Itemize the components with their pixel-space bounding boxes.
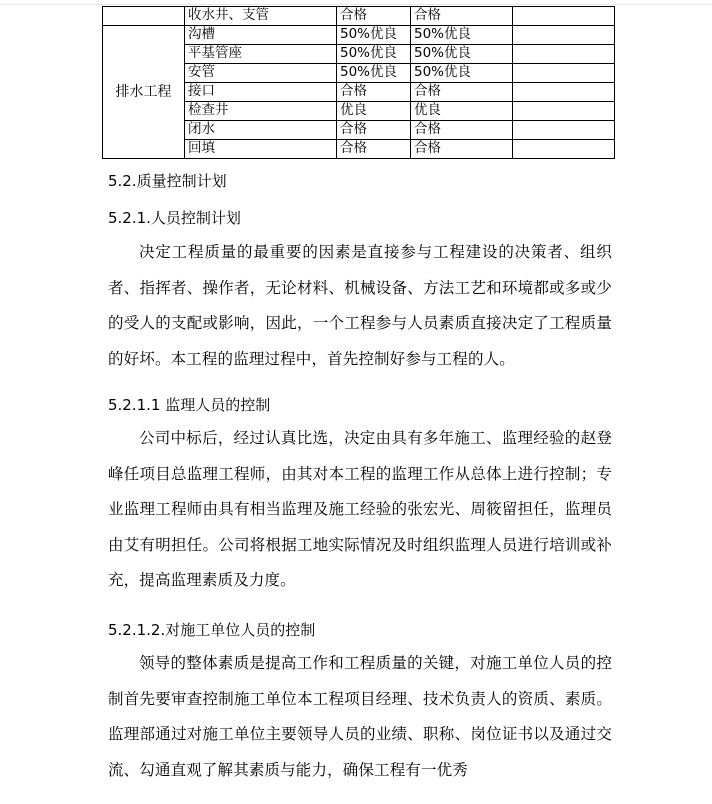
table-cell-value — [513, 83, 615, 102]
table-cell-value — [513, 7, 615, 26]
table-cell-value: 50%优良 — [337, 64, 411, 83]
section-heading: 5.2.质量控制计划 — [108, 172, 227, 190]
paragraph: 决定工程质量的最重要的因素是直接参与工程建设的决策者、组织者、指挥者、操作者，无论材料、机械设备、方法工艺和环境都或多或少的受人的支配或影响，因此，一个工程参与人员素质直接决定了工程质量的好坏。本工程的监理过程中，首先控制好参与工程的人。 — [108, 243, 612, 368]
quality-table — [102, 6, 615, 159]
table-cell-item: 安管 — [185, 64, 337, 83]
table-cell-value: 优良 — [337, 102, 411, 121]
table-cell-value — [513, 102, 615, 121]
table-cell-value: 合格 — [411, 7, 513, 26]
table-category: 排水工程 — [103, 26, 185, 159]
table-cell-value: 50%优良 — [411, 64, 513, 83]
table-cell-value: 合格 — [411, 121, 513, 140]
table-cell-value — [513, 45, 615, 64]
table-cell-item: 收水井、支管 — [185, 7, 337, 26]
paragraph: 公司中标后，经过认真比选，决定由具有多年施工、监理经验的赵登峰任项目总监理工程师，由其对本工程的监理工作从总体上进行控制；专业监理工程师由具有相当监理及施工经验的张宏光、周筱留担任，监理员由艾有明担任。公司将根据工地实际情况及时组织监理人员进行培训或补充，提高监理素质及力度。 — [108, 429, 612, 589]
table-cell-value: 合格 — [337, 7, 411, 26]
table-cell-value: 合格 — [337, 121, 411, 140]
paragraph: 领导的整体素质是提高工作和工程质量的关键，对施工单位人员的控制首先要审查控制施工单位本工程项目经理、技术负责人的资质、素质。监理部通过对施工单位主要领导人员的业绩、职称、岗位证书以及通过交流、勾通直观了解其素质与能力，确保工程有一优秀 — [108, 654, 612, 779]
subsection-heading: 5.2.1.2.对施工单位人员的控制 — [108, 621, 316, 639]
table-cell-value: 50%优良 — [337, 26, 411, 45]
subsection-heading: 5.2.1.人员控制计划 — [108, 209, 241, 227]
table-cell-item: 闭水 — [185, 121, 337, 140]
table-cell-value: 50%优良 — [337, 45, 411, 64]
table-cell-item: 接口 — [185, 83, 337, 102]
table-cell-value: 合格 — [337, 83, 411, 102]
page-top-border — [0, 4, 712, 5]
table-cell-blank — [103, 7, 185, 26]
table-cell-item: 平基管座 — [185, 45, 337, 64]
table-row — [103, 26, 615, 45]
table-cell-value: 50%优良 — [411, 45, 513, 64]
table-cell-item: 回填 — [185, 140, 337, 159]
table-cell-value: 优良 — [411, 102, 513, 121]
table-cell-item: 沟槽 — [185, 26, 337, 45]
table-cell-value: 合格 — [337, 140, 411, 159]
subsection-heading: 5.2.1.1 监理人员的控制 — [108, 396, 271, 414]
table-cell-value: 合格 — [411, 83, 513, 102]
table-cell-value — [513, 140, 615, 159]
table-cell-value: 合格 — [411, 140, 513, 159]
table-cell-value: 50%优良 — [411, 26, 513, 45]
table-cell-item: 检查井 — [185, 102, 337, 121]
table-row — [103, 7, 615, 26]
table-cell-value — [513, 26, 615, 45]
table-cell-value — [513, 121, 615, 140]
table-cell-value — [513, 64, 615, 83]
